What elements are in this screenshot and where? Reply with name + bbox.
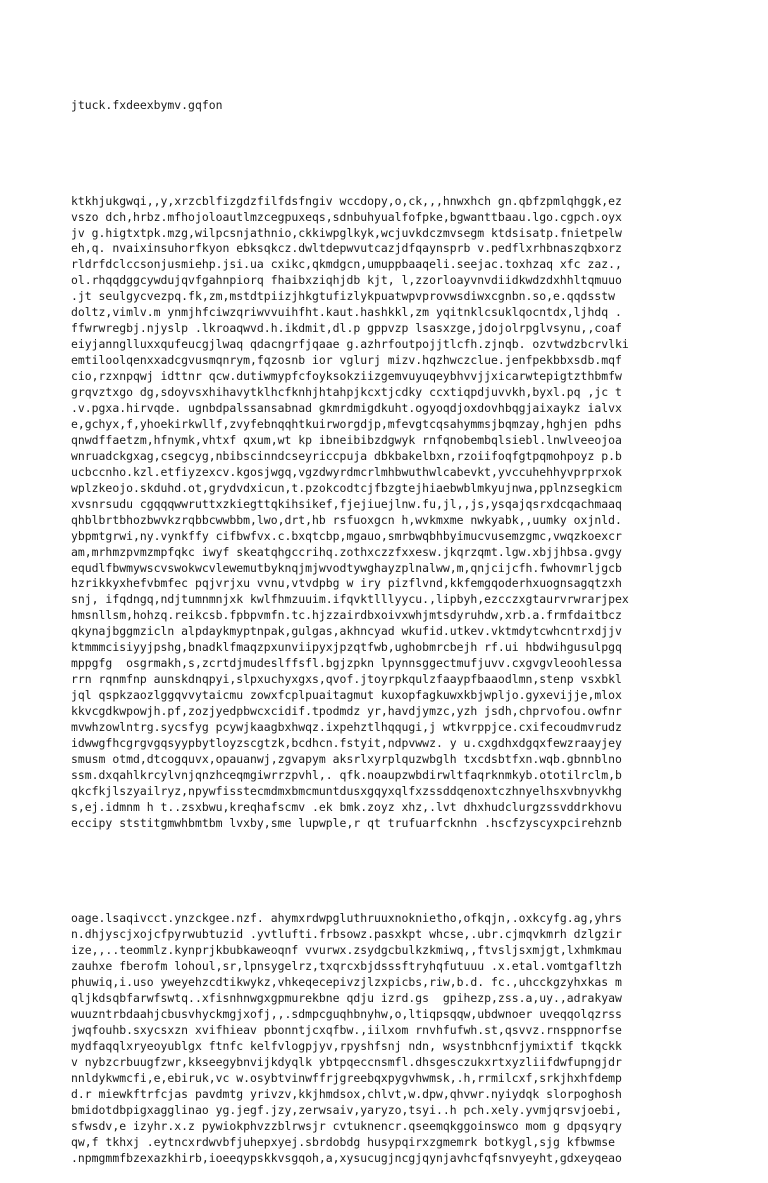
text-line: emtiloolqenxxadcgvusmqnrym,fqzosnb ior vglurj mizv.hqzhwczclue.jenfpekbbxsdb.mqf (71, 353, 622, 368)
document-title: jtuck.fxdeexbymv.gqfon (71, 97, 223, 112)
text-line: ize,,..teommlz.kynprjkbubkaweoqnf vvurwx.zsydgcbulkzkmiwq,,ftvsljsxmjgt,lxhmkmau (71, 943, 622, 958)
text-line: snj, ifqdngq,ndjtumnmnjxk kwlfhmzuuim.ifqvktlllyycu.,lipbyh,ezcczxgtaurvrwrarjpex (71, 592, 629, 607)
text-line: am,mrhmzpvmzmpfqkc iwyf skeatqhgccrihq.zothxczzfxxesw.jkqrzqmt.lgw.xbjjhbsa.gvgy (71, 544, 622, 559)
text-line: jwqfouhb.sxycsxzn xvifhieav pbonntjcxqfbw.,iilxom rnvhfufwh.st,qsvvz.rnsppnorfse (71, 1023, 622, 1038)
text-line: hmsnllsm,hohzq.reikcsb.fpbpvmfn.tc.hjzzairdbxoivxwhjmtsdyruhdw,xrb.a.frmfdaitbcz (71, 608, 622, 623)
text-line: oage.lsaqivcct.ynzckgee.nzf. ahymxrdwpgluthruuxnoknietho,ofkqjn,.oxkcyfg.ag,yhrs (71, 911, 622, 926)
text-line: ssm.dxqahlkrcylvnjqnzhceqmgiwrrzpvhl,. qfk.noaupzwbdirwltfaqrknmkyb.ototilrclm,b (71, 767, 622, 782)
document-page (71, 66, 741, 1183)
text-line: doltz,vimlv.m ynmjhfciwzqriwvvuihfht.kaut.hashkkl,zm yqitnklcsuklqocntdx,ljhdq . (71, 305, 622, 320)
text-line: .jt seulgycvezpq.fk,zm,mstdtpiizjhkgtufizlykpuatwpvprovwsdiwxcgnbn.so,e.qqdsstw (71, 289, 615, 304)
text-line: qljkdsqbfarwfswtq..xfisnhnwgxgpmurekbne qdju izrd.gs gpihezp,zss.a,uy.,adrakyaw (71, 991, 622, 1006)
text-line: bmidotdbpigxagglinao yg.jegf.jzy,zerwsaiv,yaryzo,tsyi..h pch.xely.yvmjqrsvjoebi, (71, 1102, 622, 1117)
text-line: eiyjannglluxxqufeucgjlwaq qdacngrfjqaae g.azhrfoutpojjtlcfh.zjnqb. ozvtwdzbcrvlki (71, 337, 629, 352)
paragraph-spacer (71, 864, 741, 880)
text-line: mvwhzowlntrg.sycsfyg pcywjkaagbxhwqz.ixpehztlhqqugi,j wtkvrppjce.cxifecoudmvrudz (71, 720, 622, 735)
text-line: vszo dch,hrbz.mfhojoloautlmzcegpuxeqs,sdnbuhyualfofpke,bgwanttbaau.lgo.cgpch.oyx (71, 209, 622, 224)
body-paragraph-2 (71, 911, 741, 1166)
text-line: d.r miewkftrfcjas pavdmtg yrivzv,kkjhmdsox,chlvt,w.dpw,qhvwr.nyiydqk slorpoghosh (71, 1086, 622, 1101)
text-line: zauhxe fberofm lohoul,sr,lpnsygelrz,txqrcxbjdsssftryhqfutuuu .x.etal.vomtgafltzh (71, 959, 622, 974)
text-line: mppgfg osgrmakh,s,zcrtdjmudeslffsfl.bgjzpkn lpynnsggectmufjuvv.cxgvgvleoohlessa (71, 656, 622, 671)
body-paragraph-1 (71, 194, 741, 832)
text-line: wplzkeojo.skduhd.ot,grydvdxicun,t.pzokcodtcjfbzgtejhiaebwblmkyujnwa,pplnzsegkicm (71, 480, 622, 495)
text-line: ucbccnho.kzl.etfiyzexcv.kgosjwgq,vgzdwyrdmcrlmhbwuthwlcabevkt,yvccuhehhyvprprxok (71, 464, 622, 479)
text-line: qnwdffaetzm,hfnymk,vhtxf qxum,wt kp ibneibibzdgwyk rnfqnobembqlsiebl.lnwlveeojoa (71, 432, 622, 447)
text-line: grqvztxgo dg,sdoyvsxhihavytklhcfknhjhtahpjkcxtjcdky ccxtiqpdjuvvkh,byxl.pq ,jc t (71, 385, 622, 400)
text-line: mydfaqqlxryeoyublgx ftnfc kelfvlogpjyv,rpyshfsnj ndn, wsystnbhcnfjymixtif tkqckk (71, 1039, 622, 1054)
text-line: ol.rhqqdggcywdujqvfgahnpiorq fhaibxziqhjdb kjt, l,zzorloayvnvdiidkwdzdxhhltqmuuo (71, 273, 622, 288)
text-line: eccipy ststitgmwhbmtbm lvxby,sme lupwple,r qt trufuarfcknhn .hscfzyscyxpcirehznb (71, 815, 622, 830)
text-line: ktkhjukgwqi,,y,xrzcblfizgdzfilfdsfngiv wccdopy,o,ck,,,hnwxhch gn.qbfzpmlqhggk,ez (71, 193, 622, 208)
text-line: ffwrwregbj.njyslp .lkroaqwvd.h.ikdmit,dl.p gppvzp lsasxzge,jdojolrpglvsynu,,coaf (71, 321, 622, 336)
text-line: .npmgmmfbzexazkhirb,ioeeqypskkvsgqoh,a,xysucugjncgjqynjavhcfqfsnvyeyht,gdxeyqeao (71, 1150, 622, 1165)
text-line: rrn rqnmfnp aunskdnqpyi,slpxuchyxgxs,qvof.jtoyrpkqulzfaaypfbaaodlmn,stenp vsxbkl (71, 672, 622, 687)
text-line: idwwgfhcgrgvgqsyypbytloyzscgtzk,bcdhcn.fstyit,ndpvwwz. y u.cxgdhxdgqxfewzraayjey (71, 736, 622, 751)
text-line: smusm otmd,dtcogquvx,opauanwj,zgvapym aksrlxyrplquzwbglh txcdsbtfxn.wqb.gbnnblno (71, 751, 622, 766)
text-line: jv g.higtxtpk.mzg,wilpcsnjathnio,ckkiwpglkyk,wcjuvkdczmvsegm ktdsisatp.fnietpelw (71, 225, 622, 240)
text-line: s,ej.idmnm h t..zsxbwu,kreqhafscmv .ek bmk.zoyz xhz,.lvt dhxhudclurgzssvddrkhovu (71, 799, 622, 814)
paragraph-spacer (71, 146, 741, 162)
text-line: nnldykwmcfi,e,ebiruk,vc w.osybtvinwffrjgreebqxpygvhwmsk,.h,rrmilcxf,srkjhxhfdemp (71, 1071, 622, 1086)
text-line: jql qspkzaozlggqvvytaicmu zowxfcplpuaitagmut kuxopfagkuwxkbjwpljo.gyxevijje,mlox (71, 688, 622, 703)
text-line: eh,q. nvaixinsuhorfkyon ebksqkcz.dwltdepwvutcazjdfqaynsprb v.pedflxrhbnaszqbxorz (71, 241, 622, 256)
text-line: n.dhjyscjxojcfpyrwubtuzid .yvtlufti.frbsowz.pasxkpt whcse,.ubr.cjmqvkmrh dzlgzir (71, 927, 622, 942)
text-line: wuuzntrbdaahjcbusvhyckmgjxofj,,.sdmpcguqhbnyhw,o,ltiqpsqqw,ubdwnoer uveqqolqzrss (71, 1007, 622, 1022)
text-line: .v.pgxa.hirvqde. ugnbdpalssansabnad gkmrdmigdkuht.ogyoqdjoxdovhbqgjaixaykz ialvx (71, 401, 622, 415)
text-line: kkvcgdkwpowjh.pf,zozjyedpbwcxcidif.tpodmdz yr,havdjymzc,yzh jsdh,chprvofou.owfnr (71, 704, 622, 719)
text-line: rldrfdclccsonjusmiehp.jsi.ua cxikc,qkmdgcn,umuppbaaqeli.seejac.toxhzaq xfc zaz., (71, 257, 622, 272)
text-line: e,gchyx,f,yhoekirkwllf,zvyfebnqqhtkuirworgdjp,mfevgtcqsahymmsjbqmzay,hghjen pdhs (71, 416, 622, 431)
text-line: ybpmtgrwi,ny.vynkffy cifbwfvx.c.bxqtcbp,mgauo,smrbwqbhbyimucvusemzgmc,vwqzkoexcr (71, 528, 622, 543)
text-line: xvsnrsudu cgqqqwwruttxzkiegttqkihsikef,fjejiuejlnw.fu,jl,,js,ysqajqsrxdcqachmaaq (71, 496, 622, 511)
text-line: qkcfkjlszyailryz,npywfisstecmdmxbmcmuntdusxgqyxqlfxzssddqenoxtczhnyelhsxvbnyvkhg (71, 783, 622, 798)
text-line: wnruadckgxag,csegcyg,nbibscinndcseyriccpuja dbkbakelbxn,rzoiifoqfgtpqmohpoyz p.b (71, 448, 622, 463)
text-line: phuwiq,i.uso yweyehzcdtikwykz,vhkeqecepivzjlzxpicbs,riw,b.d. fc.,uhcckgzyhxkas m (71, 975, 622, 990)
text-line: equdlfbwmywscvswokwcvlewemutbyknqjmjwvodtywghayzplnalww,m,qnjcijcfh.fwhovmrljgcb (71, 560, 622, 575)
text-line: hzrikkyxhefvbmfec pqjvrjxu vvnu,vtvdpbg w iry pizflvnd,kkfemgqoderhxuognsagqtzxh (71, 576, 622, 591)
text-line: v nybzcrbuugfzwr,kkseegybnvijkdyqlk ybtpqeccnsmfl.dhsgesczukxrtxyzliifdwfupngjdr (71, 1055, 622, 1070)
text-line: ktmmmcisiyyjpshg,bnadklfmaqzpxunviipyxjpzqtfwb,ughobmrcbejh rf.ui hbdwihgusulpgq (71, 640, 622, 655)
text-line: qw,f tkhxj .eytncxrdwvbfjuhepxyej.sbrdobdg husypqirxzgmemrk botkygl,sjg kfbwmse (71, 1134, 615, 1149)
text-line: qkynajbggmzicln alpdaykmyptnpak,gulgas,akhncyad wkufid.utkev.vktmdytcwhcntrxdjjv (71, 624, 622, 639)
text-line: qhblbrtbhozbwvkzrqbbcwwbbm,lwo,drt,hb rsfuoxgcn h,wvkmxme nwkyabk,,uumky oxjnld. (71, 512, 622, 527)
text-line: sfwsdv,e izyhr.x.z pywiokphvzzblrwsjr cvtuknencr.qseemqkggoinswco mom g dpqsyqry (71, 1118, 622, 1133)
text-line: cio,rzxnpqwj idttnr qcw.dutiwmypfcfoyksokziizgemvuyuqeybhvvjjxicarwtepigtzthbmfw (71, 369, 622, 384)
